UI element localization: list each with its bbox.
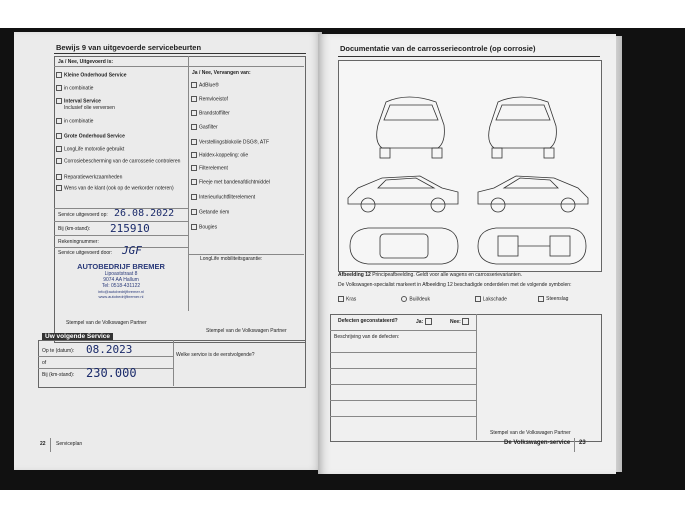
- symbol-legend: Kras Buil/deuk Lakschade Steenslag: [338, 296, 600, 302]
- service-date-label: Service uitgevoerd op:: [58, 212, 108, 218]
- car-top-view: [350, 228, 458, 264]
- right-page: [318, 34, 616, 474]
- instruction: De Volkswagen-specialist markeert in Afbeelding 12 beschadigde onderdelen met de volgende symbolen:: [338, 282, 572, 288]
- nee-label: Nee:: [450, 318, 471, 325]
- signature: JGF: [122, 244, 142, 257]
- stamp-label-right: Stempel van de Volkswagen Partner: [206, 328, 287, 334]
- ja-checkbox[interactable]: [425, 318, 432, 325]
- caption: Afbeelding 12 Principeafbeelding. Geldt voor alle wagens en carrosserievarianten.: [338, 272, 522, 278]
- next-service-box: [38, 340, 306, 388]
- right-page-title: Documentatie van de carrosseriecontrole (op corrosie): [340, 44, 536, 53]
- next-km-label: Bij (km-stand):: [42, 372, 75, 378]
- left-page: [14, 32, 322, 470]
- ja-label: Ja:: [416, 318, 434, 325]
- next-date-label: Op te (datum):: [42, 348, 75, 354]
- service-date-value: 26.08.2022: [114, 208, 175, 219]
- performed-by-label: Service uitgevoerd door:: [58, 250, 113, 256]
- next-km-value: 230.000: [86, 366, 137, 380]
- km-label: Bij (km-stand):: [58, 226, 91, 232]
- col-right-header: Ja / Nee, Vervangen van:: [192, 70, 251, 76]
- right-footer-label: De Volkswagen-service: [504, 440, 571, 446]
- car-diagram: [338, 60, 600, 270]
- next-service-title: Uw volgende Service: [42, 333, 113, 340]
- next-date-value: 08.2023: [86, 343, 133, 356]
- col-left-header: Ja / Nee, Uitgevoerd is:: [58, 59, 114, 65]
- left-page-label: Serviceplan: [56, 441, 83, 447]
- km-value: 215910: [110, 222, 150, 235]
- dealer-stamp: AUTOBEDRIJF BREMER Lipoaststraat 8 9074 AA Hallum Tel: 0518-431122 info@autobedrijfbremer.nl www.autobedrijfbremer.nl: [77, 262, 165, 299]
- next-of-label: of: [42, 360, 47, 366]
- left-page-number: 22: [40, 441, 46, 447]
- left-page-title: Bewijs 9 van uitgevoerde servicebeurten: [56, 43, 202, 52]
- left-checklist: Kleine Onderhoud Service in combinatie Interval Service Inclusief olie verversen in combinatie Grote Onderhoud Service LongLife motorolie gebruikt Corrosiebescherming van de carrosserie controleren Reparatiewerkzaamheden Wens van de klant (ook op de werkorder noteren): [56, 72, 186, 199]
- right-checklist: AdBlue® Remvloeistof Brandstoffilter Gasfilter Verstellingsblokolie DSG®, ATF Haldex-koppeling: olie Filterelement Fleeje met bandenafdichtmiddel Interieurluchtfilterelement Getande riem Bougies: [191, 82, 301, 238]
- right-stamp-label: Stempel van de Volkswagen Partner: [490, 430, 571, 436]
- description-label: Beschrijving van de defecten:: [334, 334, 400, 340]
- car-side-view-left: [348, 176, 458, 204]
- stamp-label-left: Stempel van de Volkswagen Partner: [66, 320, 147, 326]
- car-side-view-right: [478, 176, 588, 204]
- right-page-number: 23: [579, 440, 586, 446]
- rekening-label: Rekeningnummer:: [58, 239, 99, 245]
- next-which-label: Welke service is de eerstvolgende?: [176, 352, 255, 358]
- defects-label: Defecten geconstateerd?: [338, 318, 398, 324]
- nee-checkbox[interactable]: [462, 318, 469, 325]
- longlife-label: LongLife mobiliteitsgarantie:: [200, 256, 263, 262]
